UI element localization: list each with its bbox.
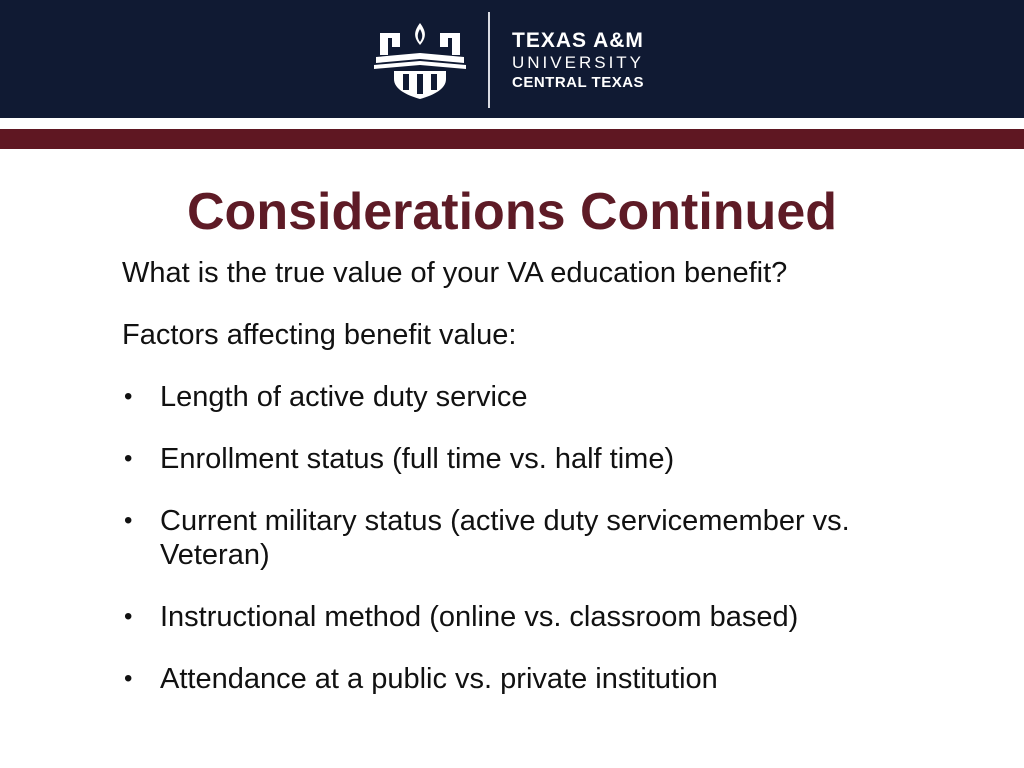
list-item	[122, 380, 942, 414]
logo-line-texas-am: TEXAS A&M	[512, 29, 644, 52]
bullet-text: Current military status (active duty servicemember vs. Veteran)	[160, 505, 850, 571]
factors-label: Factors affecting benefit value:	[122, 319, 517, 351]
logo-line-university: UNIVERSITY	[512, 53, 645, 72]
bullet-icon: •	[124, 665, 133, 692]
logo-wordmark	[512, 30, 644, 90]
bullet-text: Instructional method (online vs. classroom based)	[160, 601, 799, 633]
list-item	[122, 600, 942, 634]
bullet-icon: •	[124, 603, 133, 630]
bullet-icon: •	[124, 445, 133, 472]
slide-title: Considerations Continued	[187, 183, 837, 241]
factors-list	[122, 380, 942, 696]
bullet-icon: •	[124, 507, 133, 534]
slide-body	[122, 256, 942, 724]
logo-line-central-texas: CENTRAL TEXAS	[512, 74, 645, 91]
list-item	[122, 662, 942, 696]
list-item	[122, 504, 942, 572]
logo-divider	[488, 12, 490, 108]
maroon-accent-bar	[0, 129, 1024, 149]
bullet-text: Attendance at a public vs. private institution	[160, 663, 718, 695]
bullet-icon: •	[124, 383, 133, 410]
university-logo	[370, 10, 644, 110]
tamuct-lamp-book-emblem-icon	[370, 19, 470, 101]
intro-question: What is the true value of your VA education benefit?	[122, 257, 788, 289]
bullet-text: Length of active duty service	[160, 381, 528, 413]
bullet-text: Enrollment status (full time vs. half time)	[160, 443, 675, 475]
list-item	[122, 442, 942, 476]
header-banner	[0, 0, 1024, 118]
